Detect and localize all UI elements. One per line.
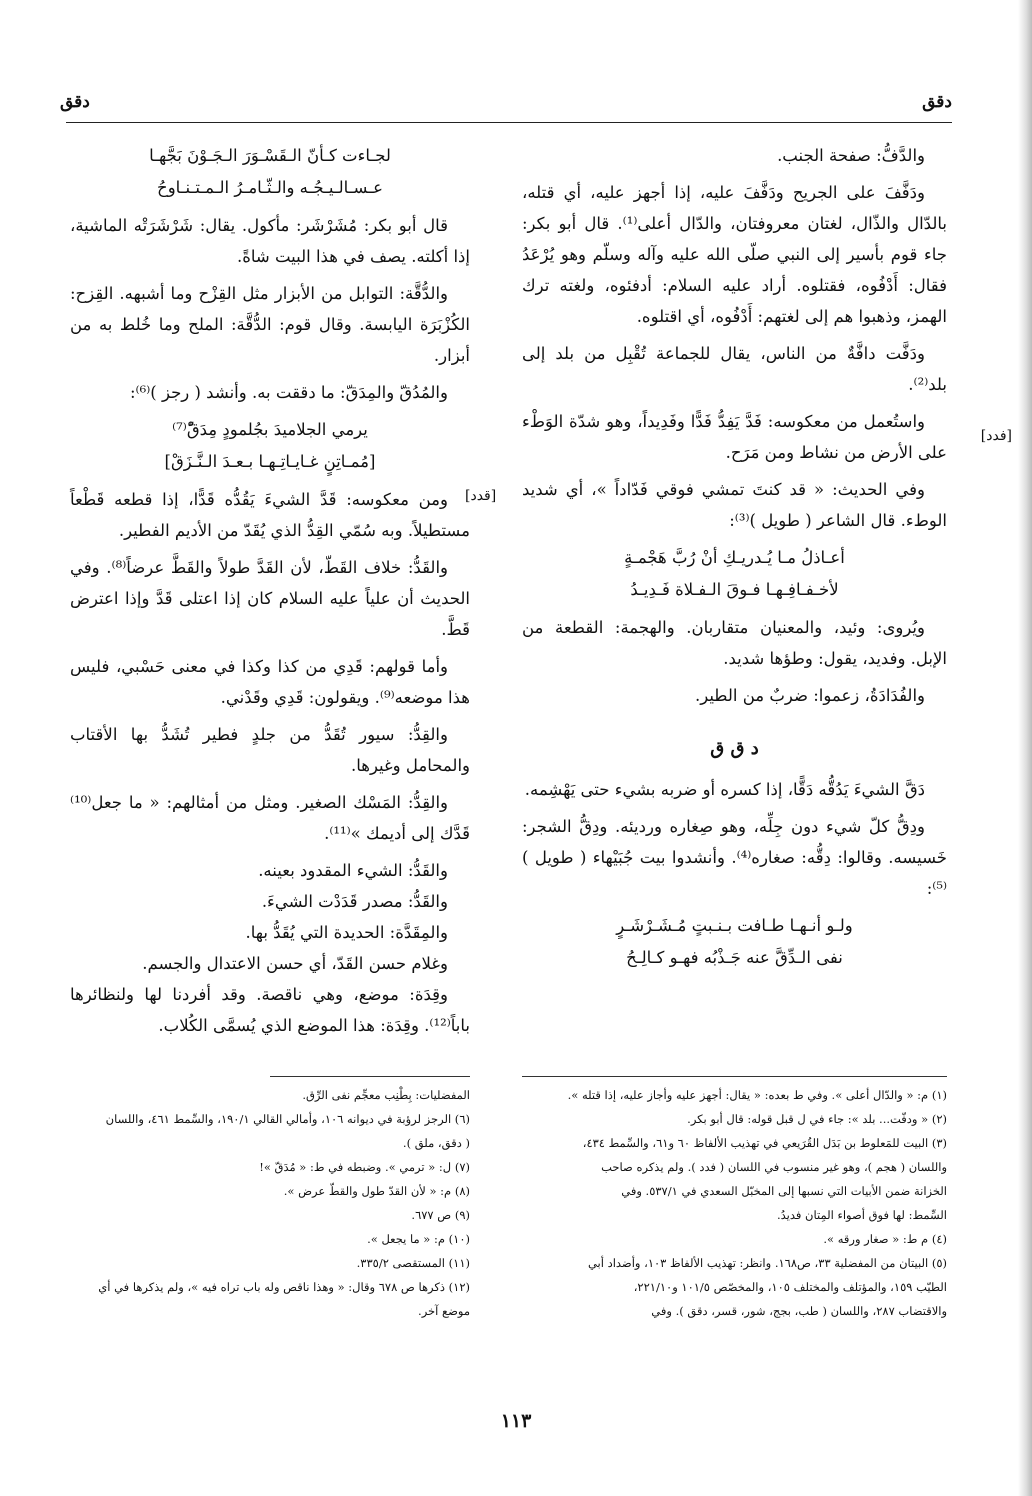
footnote-line: والاقتضاب ٢٨٧، واللسان ( طب، بجج، شور، قسر، دقق ). وفي	[651, 1304, 947, 1318]
footnote-line: ( دقق، ملق ).	[402, 1136, 470, 1150]
verse	[522, 542, 947, 606]
footnote-line: الطيّب ١٥٩، والمؤتلف والمختلف ١٠٥، والمخصّص ١٠١/٥ و٢٢١/١٠،	[633, 1280, 947, 1294]
footnotes-right	[522, 1076, 947, 1323]
page-spine-shadow	[1018, 0, 1032, 1496]
footnote-line: (٨) م: « لأن القدّ طول والقطّ عرض ».	[283, 1184, 470, 1198]
page-number: ١١٣	[500, 1410, 532, 1432]
verse-line: لجـاءت كـأنّ الـقَسْـوَرَ الـجَـوْنَ بَجَّهـا	[149, 146, 391, 165]
paragraph: وفي الحديث: « قد كنتَ تمشي فوقي فَدّاداً »، أي شديد الوطء. قال الشاعر ( طويل )⁽³⁾:	[522, 480, 947, 530]
footnote-line: واللسان ( هجم )، وهو غير منسوب في اللسان ( فدد ). ولم يذكره صاحب	[601, 1160, 947, 1174]
verse-line: لأخـفـافِـهـا فـوقَ الـفـلاة فَـدِيـدُ	[630, 580, 839, 599]
paragraph: والفُدَادَةُ، زعموا: ضربٌ من الطير.	[694, 686, 925, 705]
right-column	[522, 140, 947, 980]
footnote-line: (٢) « ودفّت... بلد »: جاء في ل قبل قوله: قال أبو بكر.	[687, 1112, 947, 1126]
paragraph: ومن معكوسه: قَدَّ الشيءَ يَقُدُّه قَدًّا، إذا قطعه قَطْعاً مستطيلاً. وبه سُمّي القِدُّ الذي يُقَدّ من الأديم الفطير.	[70, 490, 470, 540]
footnote-line: الخزانة ضمن الأبيات التي نسبها إلى المخبّل السعدي في ٥٣٧/١. وفي	[621, 1184, 947, 1198]
paragraph: ودَفَّفَ على الجريح ودَفَّفَ عليه، إذا أجهز عليه، أي قتله، بالدّال والذّال، لغتان معروفتان، والدّال أعلى⁽¹⁾. قال أبو بكر: جاء قوم بأسير إلى النبي صلّى الله عليه وآله وسلّم وهو يُرْعَدُ فقال: أَدْفُوه، فقتلوه. أراد عليه السلام: أدفئوه، ولغته ترك الهمز، وذهبوا هم إلى لغتهم: أَدْفُوه، أي اقتلوه.	[522, 183, 947, 326]
paragraph: والقِدُّ: سيور تُقَدُّ من جلدٍ فطير تُشَدُّ بها الأقتاب والمحامل وغيرها.	[70, 725, 470, 775]
root-heading: د ق ق	[710, 738, 759, 759]
footnote-line: (٥) البيتان من المفضلية ٣٣، ص١٦٨. وانظر: تهذيب الألفاظ ١٠٣، وأضداد أبي	[587, 1256, 947, 1270]
margin-note-fdd: [فدد]	[980, 428, 1012, 444]
paragraph: قال أبو بكر: مُشَرْشَر: مأكول. يقال: شَرْشَرَتْه الماشية، إذا أكلته. يصف في هذا البيت شاةً.	[70, 216, 470, 266]
verse-line: أعـاذلُ مـا يُـدريـكِ أنْ رُبَّ هَجْمـةٍ	[624, 548, 845, 567]
footnotes-left	[70, 1076, 470, 1323]
left-column	[70, 140, 470, 1047]
paragraph: والدُّقَّة: التوابل من الأبزار مثل القِزْح وما أشبهه. القِزح: الكُزْبَرَة اليابسة. وقال قوم: الدُّقَّة: الملح وما خُلط به من أبزار.	[70, 284, 470, 365]
footnote-line: (٦) الرجز لرؤبة في ديوانه ١٠٦، وأمالي القالي ١٩٠/١، والسِّمط ٤٦١، واللسان	[105, 1112, 470, 1126]
paragraph: ودَفَّت دافَّةٌ من الناس، يقال للجماعة تُقْبِل من بلد إلى بلد⁽²⁾.	[522, 344, 947, 394]
footnote-line: المفضليات: بِطْنِب معجِّم نفى الرِّق.	[302, 1088, 470, 1102]
running-header-right: دقق	[922, 92, 952, 112]
verse-line: نفى الـدِّقَّ عنه جَـذْبُه فهـو كـالِـحُ	[626, 948, 843, 967]
footnote-line: (١٠) م: « ما يجعل ».	[367, 1232, 470, 1246]
verse	[522, 910, 947, 974]
paragraph: وقِدَة: موضع، وهي ناقصة. وقد أفردنا لها ولنظائرها باباً⁽¹²⁾. وقِدَة: هذا الموضع الذي يُسمَّى الكُلاب.	[70, 985, 470, 1035]
paragraph: واستُعمل من معكوسه: فَدَّ يَفِدُّ فَدًّا وفَدِيداً، وهو شدّة الوَطْء على الأرض من نشاط ومن مَرَح.	[522, 412, 947, 462]
paragraph: ويُروى: وئيد، والمعنيان متقاربان. والهجمة: القطعة من الإبل. وفديد، يقول: وطؤها شديد.	[522, 618, 947, 668]
verse-line: عـسـالـيـجُـه والـثّـامـرُ الـمـتـنـاوحُ	[157, 178, 383, 197]
paragraph: وغلام حسن القَدّ، أي حسن الاعتدال والجسم.	[142, 954, 448, 973]
margin-note-qdd: [قدد]	[465, 488, 497, 504]
footnote-separator	[270, 1076, 470, 1077]
verse	[70, 414, 470, 478]
verse	[70, 140, 470, 204]
paragraph: ودِقُّ كلّ شيء دون جِلِّه، وهو صِغاره ورديئه. ودِقُّ الشجر: خَسيسه. وقالوا: دِقُّه: صغاره⁽⁴⁾. وأنشدوا بيت جُبَيْهاء ( طويل )⁽⁵⁾:	[522, 817, 947, 898]
footnote-line: (٣) البيت للمَعلوط بن بَدَل القُرَيعي في تهذيب الألفاظ ٦٠ و٦١، والسِّمط ٤٣٤،	[582, 1136, 947, 1150]
running-header-left: دقق	[60, 92, 90, 112]
footnote-line: (١١) المستقصى ٣٣٥/٢.	[356, 1256, 470, 1270]
paragraph: والمِقَدَّة: الحديدة التي يُقَدُّ بها.	[245, 923, 448, 942]
verse-line: [مُمـاتِنٍ غـايـاتِـهـا بـعـدَ الـنَّـزَقْ]	[164, 452, 376, 471]
verse-line: ولـو أنـهـا طـافت بـنـبتٍ مُـشَـرْشَـرٍ	[616, 916, 853, 935]
paragraph: والقَدُّ: خلاف القَطّ، لأن القَدَّ طولاً والقَطَّ عرضاً⁽⁸⁾. وفي الحديث أن علياً عليه السلام كان إذا اعتلى قَدَّ وإذا اعترض قَطَّ.	[70, 558, 470, 639]
header-rule	[66, 122, 952, 123]
paragraph: والمُدُقّ والمِدَقّ: ما دققت به. وأنشد ( رجز )⁽⁶⁾:	[130, 383, 448, 402]
paragraph: والقَدُّ: مصدر قَدَدْت الشيءَ.	[261, 892, 448, 911]
footnote-line: (٤) م ط: « صغار ورقه ».	[823, 1232, 947, 1246]
footnote-line: (٧) ل: « ترمي ». وضبطه في ط: « مُدَقّ »!	[259, 1160, 470, 1174]
paragraph: وأما قولهم: قَدِي من كذا وكذا في معنى حَسْبي، فليس هذا موضعه⁽⁹⁾. ويقولون: قَدِي وقَدْني.	[70, 657, 470, 707]
paragraph: دَقَّ الشيءَ يَدُقُّه دَقًّا، إذا كسره أو ضربه بشيء حتى يَهْشِمه.	[524, 780, 925, 799]
paragraph: والدَّفُّ: صفحة الجنب.	[777, 146, 925, 165]
paragraph: والقِدُّ: المَسْك الصغير. ومثل من أمثالهم: « ما جعل⁽¹⁰⁾ قَدَّك إلى أديمك »⁽¹¹⁾.	[70, 793, 470, 843]
footnote-line: (١) م: « والدّال أعلى ». وفي ط بعده: « يقال: أجهز عليه وأجاز عليه، إذا قتله ».	[567, 1088, 947, 1102]
footnote-line: السِّمط: لها فوق أصواء المِتان فديدُ.	[776, 1208, 947, 1222]
footnote-line: موضع آخر.	[418, 1304, 470, 1318]
verse-line: يرمي الجلاميدَ بجُلمودٍ مِدَقّْ⁽⁷⁾	[172, 420, 368, 439]
footnote-line: (١٢) ذكرها ص ٦٧٨ وقال: « وهذا ناقص وله باب تراه فيه »، ولم يذكرها في أي	[98, 1280, 470, 1294]
footnote-line: (٩) ص ٦٧٧.	[411, 1208, 470, 1222]
paragraph: والقَدُّ: الشيء المقدود بعينه.	[258, 861, 448, 880]
